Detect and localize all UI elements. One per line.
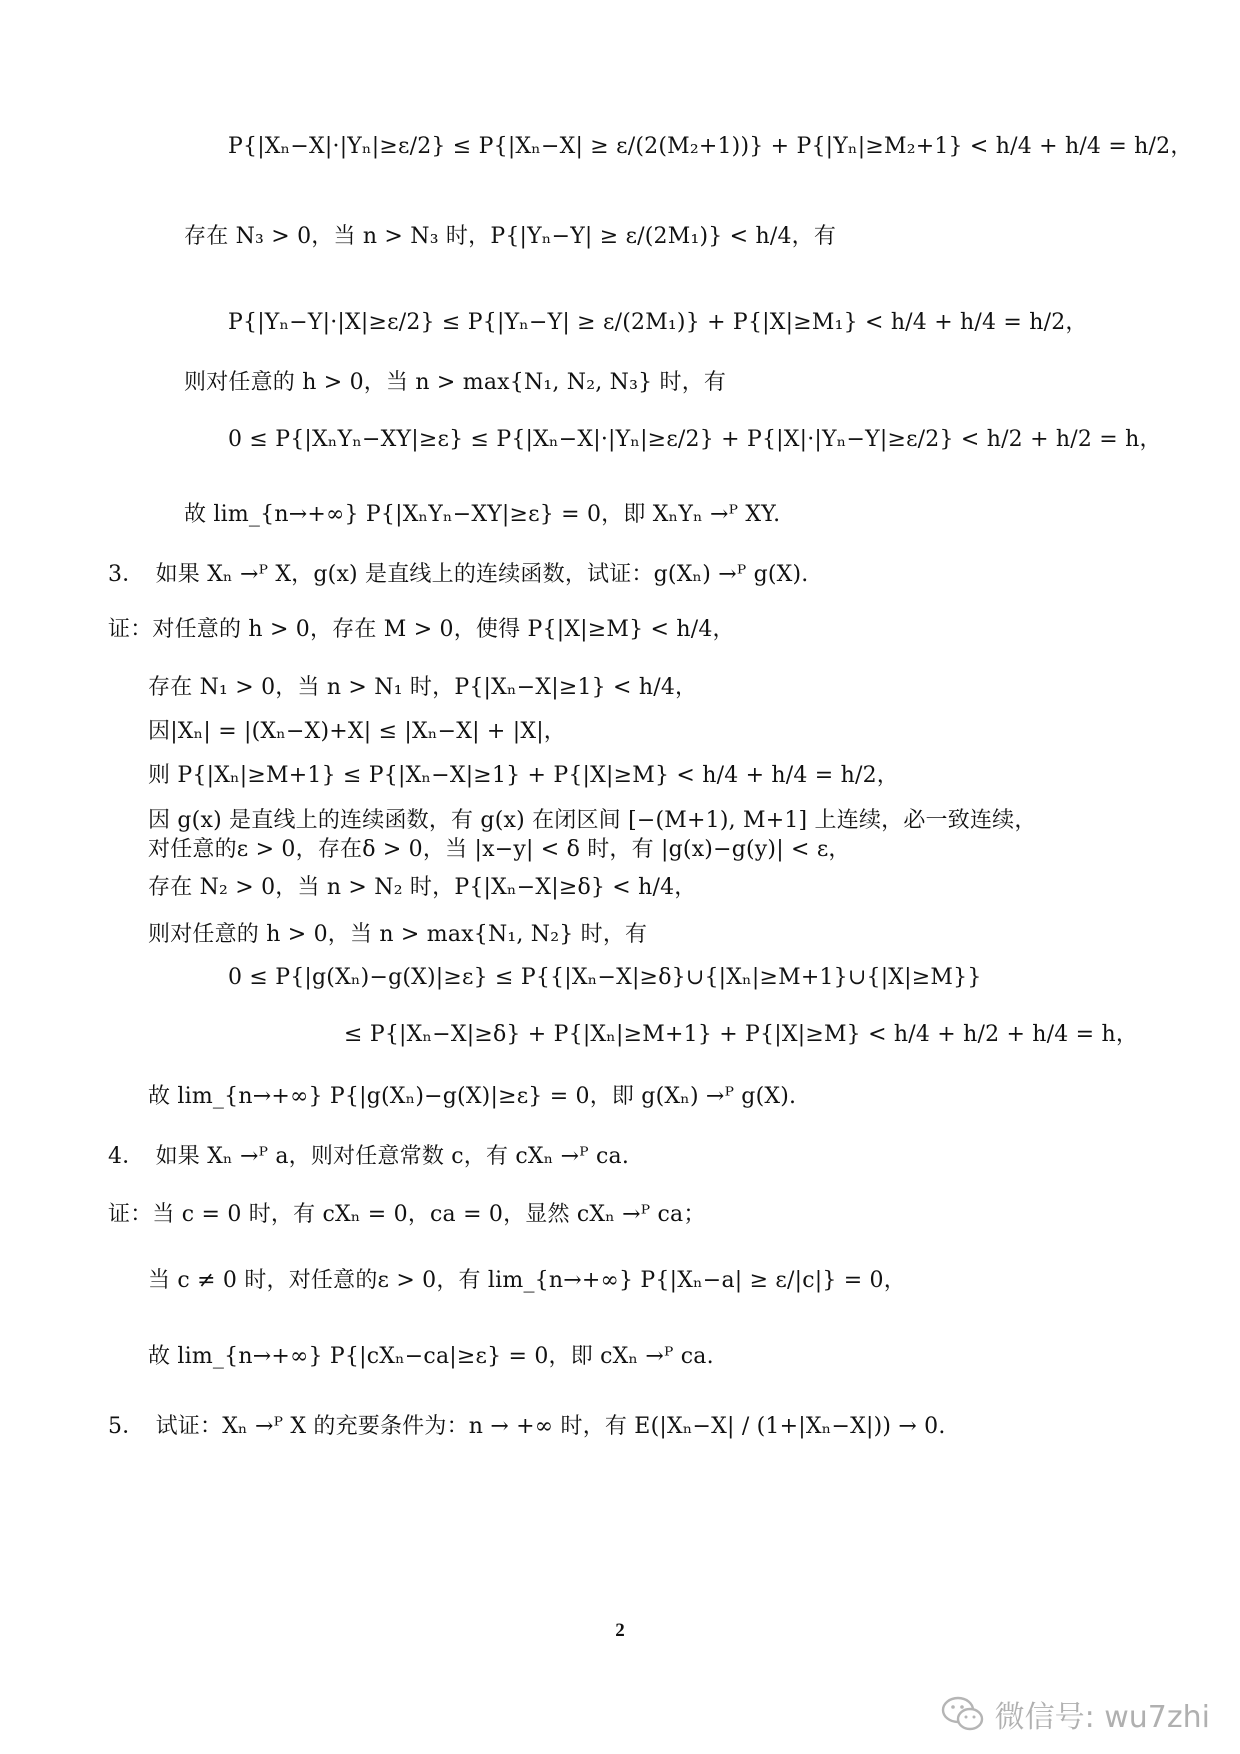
- proof-3-line-5: 因 g(x) 是直线上的连续函数，有 g(x) 在闭区间 [−(M+1), M+1] 上连续，必一致连续，: [148, 808, 1037, 833]
- math-line-2: 存在 N₃ > 0，当 n > N₃ 时，P{|Yₙ−Y| ≥ ε/(2M₁)} < h/4，有: [184, 224, 837, 249]
- problem-5-statement: 5． 试证：Xₙ →ᴾ X 的充要条件为：n → +∞ 时，有 E(|Xₙ−X| / (1+|Xₙ−X|)) → 0.: [108, 1414, 946, 1439]
- proof-3-line-2: 存在 N₁ > 0，当 n > N₁ 时，P{|Xₙ−X|≥1} < h/4，: [148, 675, 698, 700]
- proof-3-line-6: 对任意的ε > 0，存在δ > 0，当 |x−y| < δ 时，有 |g(x)−g(y)| < ε，: [148, 837, 851, 862]
- proof-4-line-1: 证：当 c = 0 时，有 cXₙ = 0，ca = 0，显然 cXₙ →ᴾ ca；: [108, 1202, 706, 1227]
- proof-3-line-10: ≤ P{|Xₙ−X|≥δ} + P{|Xₙ|≥M+1} + P{|X|≥M} < h/4 + h/2 + h/4 = h，: [344, 1022, 1139, 1047]
- proof-3-line-9: 0 ≤ P{|g(Xₙ)−g(X)|≥ε} ≤ P{{|Xₙ−X|≥δ}∪{|Xₙ|≥M+1}∪{|X|≥M}}: [228, 965, 982, 990]
- problem-4-statement: 4． 如果 Xₙ →ᴾ a，则对任意常数 c，有 cXₙ →ᴾ ca.: [108, 1144, 630, 1169]
- math-line-6: 故 lim_{n→+∞} P{|XₙYₙ−XY|≥ε} = 0，即 XₙYₙ →ᴾ XY.: [184, 502, 781, 527]
- proof-3-line-4: 则 P{|Xₙ|≥M+1} ≤ P{|Xₙ−X|≥1} + P{|X|≥M} < h/4 + h/4 = h/2，: [148, 763, 899, 788]
- watermark: [941, 1692, 1210, 1736]
- proof-3-line-11: 故 lim_{n→+∞} P{|g(Xₙ)−g(X)|≥ε} = 0，即 g(Xₙ) →ᴾ g(X).: [148, 1084, 797, 1109]
- math-line-4: 则对任意的 h > 0，当 n > max{N₁, N₂, N₃} 时，有: [184, 370, 727, 395]
- problem-3-statement: 3． 如果 Xₙ →ᴾ X，g(x) 是直线上的连续函数，试证：g(Xₙ) →ᴾ g(X).: [108, 562, 809, 587]
- proof-4-line-2: 当 c ≠ 0 时，对任意的ε > 0，有 lim_{n→+∞} P{|Xₙ−a| ≥ ε/|c|} = 0，: [148, 1268, 906, 1293]
- watermark-text: 微信号: wu7zhi: [994, 1700, 1210, 1735]
- math-line-1: P{|Xₙ−X|·|Yₙ|≥ε/2} ≤ P{|Xₙ−X| ≥ ε/(2(M₂+1))} + P{|Yₙ|≥M₂+1} < h/4 + h/4 = h/2，: [228, 134, 1193, 159]
- math-line-3: P{|Yₙ−Y|·|X|≥ε/2} ≤ P{|Yₙ−Y| ≥ ε/(2M₁)} + P{|X|≥M₁} < h/4 + h/4 = h/2，: [228, 310, 1088, 335]
- proof-3-line-8: 则对任意的 h > 0，当 n > max{N₁, N₂} 时，有: [148, 922, 648, 947]
- wechat-icon: [941, 1696, 985, 1732]
- page-number: 2: [615, 1620, 625, 1641]
- math-line-5: 0 ≤ P{|XₙYₙ−XY|≥ε} ≤ P{|Xₙ−X|·|Yₙ|≥ε/2} + P{|X|·|Yₙ−Y|≥ε/2} < h/2 + h/2 = h，: [228, 427, 1162, 452]
- proof-3-line-1: 证：对任意的 h > 0，存在 M > 0，使得 P{|X|≥M} < h/4，: [108, 617, 735, 642]
- proof-3-line-7: 存在 N₂ > 0，当 n > N₂ 时，P{|Xₙ−X|≥δ} < h/4，: [148, 875, 697, 900]
- proof-3-line-3: 因|Xₙ| = |(Xₙ−X)+X| ≤ |Xₙ−X| + |X|，: [148, 719, 567, 744]
- proof-4-line-3: 故 lim_{n→+∞} P{|cXₙ−ca|≥ε} = 0，即 cXₙ →ᴾ ca.: [148, 1344, 714, 1369]
